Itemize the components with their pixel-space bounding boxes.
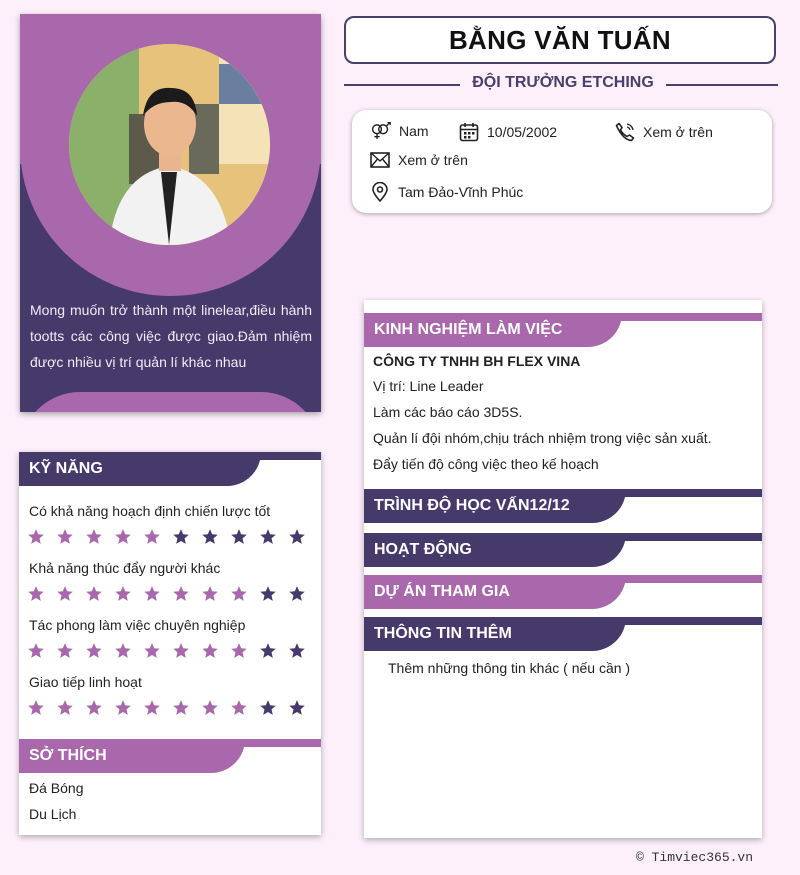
star-empty-icon (259, 642, 277, 660)
star-filled-icon (172, 642, 190, 660)
contact-phone (615, 122, 713, 142)
activities-heading: HOẠT ĐỘNG (364, 533, 762, 567)
star-filled-icon (143, 528, 161, 546)
email-icon (370, 152, 390, 168)
star-empty-icon (230, 528, 248, 546)
star-filled-icon (56, 699, 74, 717)
title-divider-left (344, 84, 460, 86)
star-filled-icon (27, 699, 45, 717)
star-empty-icon (259, 585, 277, 603)
location-pin-icon (370, 182, 390, 202)
experience-line: Quản lí đội nhóm,chịu trách nhiệm trong việc sản xuất. (373, 430, 712, 446)
hobby-item: Đá Bóng (29, 780, 84, 796)
star-filled-icon (230, 642, 248, 660)
job-title: ĐỘI TRƯỞNG ETCHING (472, 74, 654, 91)
name-box (344, 16, 776, 64)
email-value: Xem ở trên (398, 152, 468, 168)
contact-birthday (459, 122, 557, 142)
experience-heading: KINH NGHIỆM LÀM VIỆC (364, 313, 762, 347)
star-filled-icon (114, 699, 132, 717)
calendar-icon (459, 122, 479, 142)
contact-email (370, 152, 468, 168)
full-name: BẰNG VĂN TUẤN (448, 24, 671, 55)
star-filled-icon (85, 585, 103, 603)
career-objective: Mong muốn trở thành một linelear,điều hành tootts các công việc được giao.Đảm nhiệm được nhiều vị trí quản lí khác nhau (30, 302, 312, 370)
star-filled-icon (201, 642, 219, 660)
star-empty-icon (172, 528, 190, 546)
contact-box (352, 110, 772, 213)
skills-heading: KỸ NĂNG (19, 452, 321, 486)
star-filled-icon (201, 699, 219, 717)
experience-line: Làm các báo cáo 3D5S. (373, 404, 523, 420)
gender-value: Nam (399, 123, 429, 139)
footer-credit: © Timviec365.vn (636, 850, 754, 865)
avatar (69, 44, 270, 245)
hobby-item: Du Lịch (29, 806, 77, 822)
skill-label: Khả năng thúc đẩy người khác (29, 560, 221, 576)
star-empty-icon (259, 528, 277, 546)
star-empty-icon (288, 528, 306, 546)
star-filled-icon (85, 699, 103, 717)
star-filled-icon (172, 585, 190, 603)
star-empty-icon (288, 585, 306, 603)
star-empty-icon (201, 528, 219, 546)
contact-address (370, 182, 523, 202)
profile-footer-bg (20, 392, 321, 412)
star-empty-icon (259, 699, 277, 717)
skill-rating (27, 642, 306, 660)
main-panel (364, 300, 762, 838)
experience-line: Đẩy tiến độ công việc theo kế hoạch (373, 456, 599, 472)
education-heading: TRÌNH ĐỘ HỌC VẤN12/12 (364, 489, 762, 523)
star-filled-icon (230, 585, 248, 603)
star-filled-icon (143, 642, 161, 660)
star-empty-icon (288, 642, 306, 660)
avatar-photo (69, 44, 270, 245)
star-filled-icon (56, 585, 74, 603)
star-filled-icon (56, 642, 74, 660)
skill-label: Có khả năng hoạch định chiến lược tốt (29, 503, 271, 519)
phone-icon (615, 122, 635, 142)
phone-value: Xem ở trên (643, 124, 713, 140)
skill-rating (27, 699, 306, 717)
skill-label: Giao tiếp linh hoạt (29, 674, 142, 690)
star-filled-icon (114, 642, 132, 660)
star-filled-icon (230, 699, 248, 717)
star-filled-icon (114, 585, 132, 603)
star-filled-icon (27, 528, 45, 546)
hobbies-heading: SỞ THÍCH (19, 739, 321, 773)
birthday-value: 10/05/2002 (487, 124, 558, 140)
more-info-heading: THÔNG TIN THÊM (364, 617, 762, 651)
skill-rating (27, 585, 306, 603)
profile-card (20, 14, 321, 412)
projects-heading: DỰ ÁN THAM GIA (364, 575, 762, 609)
star-filled-icon (114, 528, 132, 546)
star-filled-icon (56, 528, 74, 546)
more-info-text: Thêm những thông tin khác ( nếu cần ) (388, 660, 631, 676)
star-filled-icon (85, 642, 103, 660)
star-filled-icon (27, 585, 45, 603)
star-empty-icon (288, 699, 306, 717)
skill-label: Tác phong làm việc chuyên nghiệp (29, 617, 246, 633)
star-filled-icon (27, 642, 45, 660)
gender-icon (370, 122, 391, 140)
experience-line: Vị trí: Line Leader (373, 378, 484, 394)
star-filled-icon (143, 699, 161, 717)
address-value: Tam Đảo-Vĩnh Phúc (398, 184, 524, 200)
contact-gender (370, 122, 429, 140)
star-filled-icon (85, 528, 103, 546)
star-filled-icon (172, 699, 190, 717)
title-divider-right (666, 84, 778, 86)
star-filled-icon (201, 585, 219, 603)
skills-panel (19, 452, 321, 835)
star-filled-icon (143, 585, 161, 603)
skill-rating (27, 528, 306, 546)
company-name: CÔNG TY TNHH BH FLEX VINA (373, 353, 581, 369)
